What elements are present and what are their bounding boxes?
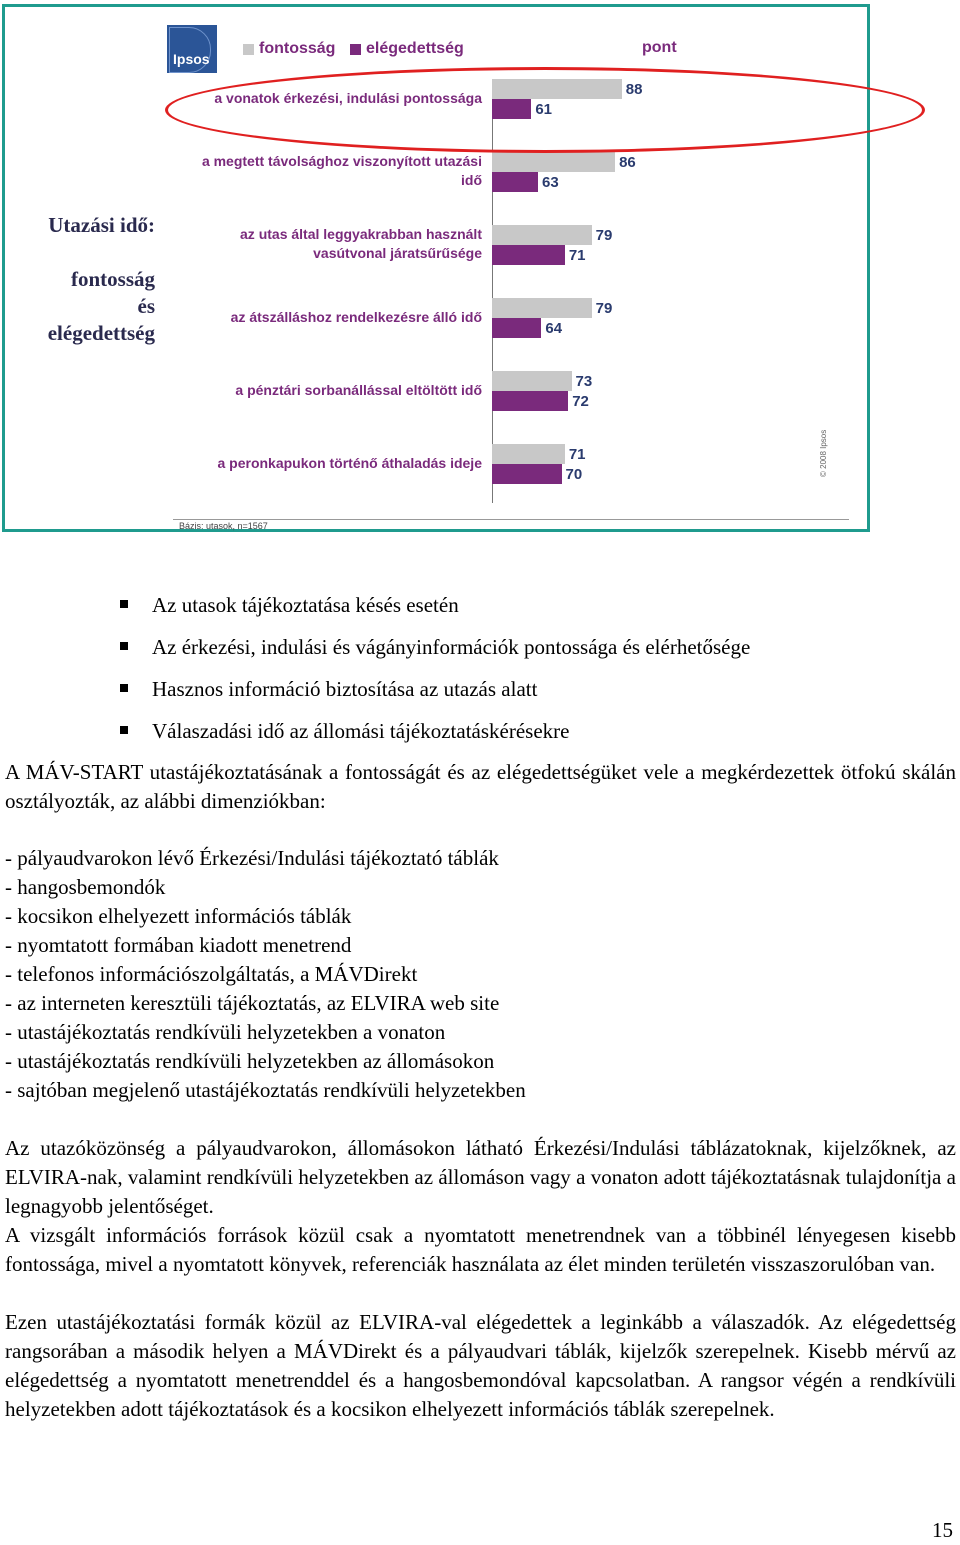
bullet-square-icon	[120, 600, 128, 608]
category-label	[172, 225, 482, 263]
value-label-importance: 86	[619, 154, 636, 171]
chart-panel	[2, 4, 870, 532]
dimension-item: - az interneten keresztüli tájékoztatás, az ELVIRA web site	[5, 991, 500, 1015]
value-label-importance: 79	[595, 227, 613, 244]
category-label	[172, 152, 482, 190]
bar-importance	[492, 225, 592, 245]
category-label	[172, 89, 482, 108]
copyright-note: © 2008 Ipsos	[819, 429, 828, 477]
bar-satisfaction	[492, 318, 541, 338]
bar-importance	[492, 152, 615, 172]
bar-satisfaction	[492, 391, 568, 411]
value-label-importance: 79	[595, 300, 613, 317]
bullet-text: Az utasok tájékoztatása késés esetén	[152, 593, 459, 617]
body-paragraph-1: Az utazóközönség a pályaudvarokon, állomásokon látható Érkezési/Indulási táblázatoknak, kijelzőknek, az ELVIRA-nak, valamint rendkívüli helyzetekben az állomáson vagy a vonaton adott tájékoztatásnak tulajdonítja a legnagyobb jelentőséget.	[5, 1136, 956, 1218]
dimension-item: - pályaudvarokon lévő Érkezési/Indulási tájékoztató táblák	[5, 846, 499, 870]
value-label-satisfaction: 63	[542, 174, 559, 191]
bullet-text: Hasznos információ biztosítása az utazás alatt	[152, 677, 538, 701]
dimension-item: - utastájékoztatás rendkívüli helyzetekben az állomásokon	[5, 1049, 495, 1073]
bullet-square-icon	[120, 684, 128, 692]
chart-side-title-line1: Utazási idő:	[48, 213, 155, 237]
bar-satisfaction	[492, 245, 565, 265]
category-label-line: a vonatok érkezési, indulási pontossága	[214, 90, 482, 106]
bar-satisfaction	[492, 464, 562, 484]
dimension-item: - sajtóban megjelenő utastájékoztatás rendkívüli helyzetekben	[5, 1078, 526, 1102]
category-label-line: a megtett távolsághoz viszonyított utazási	[201, 153, 482, 169]
bullet-item	[118, 590, 750, 632]
category-label-line: az utas által leggyakrabban használt	[240, 226, 482, 242]
bullet-item	[118, 632, 750, 674]
legend-swatch-satisfaction	[350, 44, 361, 55]
category-label	[172, 308, 482, 327]
dimension-item: - telefonos információszolgáltatás, a MÁVDirekt	[5, 962, 418, 986]
bullet-text: Az érkezési, indulási és vágányinformációk pontossága és elérhetősége	[152, 635, 751, 659]
legend-swatch-importance	[243, 44, 254, 55]
bullet-text: Válaszadási idő az állomási tájékoztatáskérésekre	[152, 719, 570, 743]
legend-importance	[243, 40, 335, 58]
category-label-line: vasútvonal járatsűrűsége	[313, 245, 482, 261]
dimension-item: - kocsikon elhelyezett információs táblák	[5, 904, 352, 928]
value-label-importance: 88	[625, 81, 643, 98]
bar-satisfaction	[492, 172, 538, 192]
chart-axis-line	[492, 79, 493, 503]
category-label-line: a peronkapukon történő áthaladás ideje	[217, 455, 482, 471]
bar-importance	[492, 298, 592, 318]
bullet-item	[118, 674, 750, 716]
bullet-list	[118, 590, 750, 758]
legend-label-importance: fontosság	[259, 40, 336, 57]
value-label-satisfaction: 72	[572, 393, 589, 410]
category-label	[172, 381, 482, 400]
category-label	[172, 454, 482, 473]
legend-label-satisfaction: elégedettség	[366, 40, 464, 57]
value-label-satisfaction: 71	[568, 247, 586, 264]
bar-importance	[492, 371, 572, 391]
bullet-square-icon	[120, 726, 128, 734]
chart-unit-label: pont	[642, 39, 677, 56]
dimension-list	[5, 844, 956, 1105]
chart-side-title-line4: elégedettség	[47, 321, 155, 345]
value-label-satisfaction: 64	[545, 320, 563, 337]
category-label-line: az átszálláshoz rendelkezésre álló idő	[230, 309, 482, 325]
bullet-square-icon	[120, 642, 128, 650]
bar-importance	[492, 444, 565, 464]
value-label-importance: 73	[575, 373, 593, 390]
body-paragraph-3: Ezen utastájékoztatási formák közül az ELVIRA-val elégedettek a leginkább a válaszadók. Az elégedettség rangsorában a második helyen a MÁVDirekt és a pályaudvari táblák, kijelzők szerepelnek. Kisebb mérvű az elégedettség a nyomtatott menetrenddel és a hangosbemondóval kapcsolatban. A rangsor végén a rendkívüli helyzetekben adott tájékoztatások és a kocsikon elhelyezett információs táblák szerepelnek.	[5, 1310, 956, 1421]
base-note: Bázis: utasok, n=1567	[179, 521, 268, 531]
value-label-satisfaction: 70	[565, 466, 583, 483]
chart-side-title-line3: és	[137, 294, 155, 318]
bar-satisfaction	[492, 99, 531, 119]
bar-importance	[492, 79, 622, 99]
dimension-item: - utastájékoztatás rendkívüli helyzetekben a vonaton	[5, 1020, 446, 1044]
intro-paragraph: A MÁV-START utastájékoztatásának a fontosságát és az elégedettségüket vele a megkérdezettek ötfokú skálán osztályozták, az alábbi dimenziókban:	[5, 760, 956, 813]
bullet-item	[118, 716, 750, 758]
chart-footer-line	[173, 519, 849, 520]
category-label-line: a pénztári sorbanállással eltöltött idő	[235, 382, 482, 398]
dimension-item: - hangosbemondók	[5, 875, 166, 899]
value-label-satisfaction: 61	[535, 101, 553, 118]
value-label-importance: 71	[568, 446, 586, 463]
chart-side-title-line2: fontosság	[70, 267, 155, 291]
body-paragraph-2: A vizsgált információs források közül csak a nyomtatott menetrendnek van a többinél lényegesen kisebb fontossága, mivel a nyomtatott könyvek, referenciák használata az élet minden területén visszaszorulóban van.	[5, 1223, 956, 1276]
ipsos-logo: Ipsos	[167, 25, 217, 73]
page-number: 15	[932, 1518, 953, 1542]
dimension-item: - nyomtatott formában kiadott menetrend	[5, 933, 352, 957]
category-label-line: idő	[461, 172, 482, 188]
legend-satisfaction	[350, 40, 464, 58]
